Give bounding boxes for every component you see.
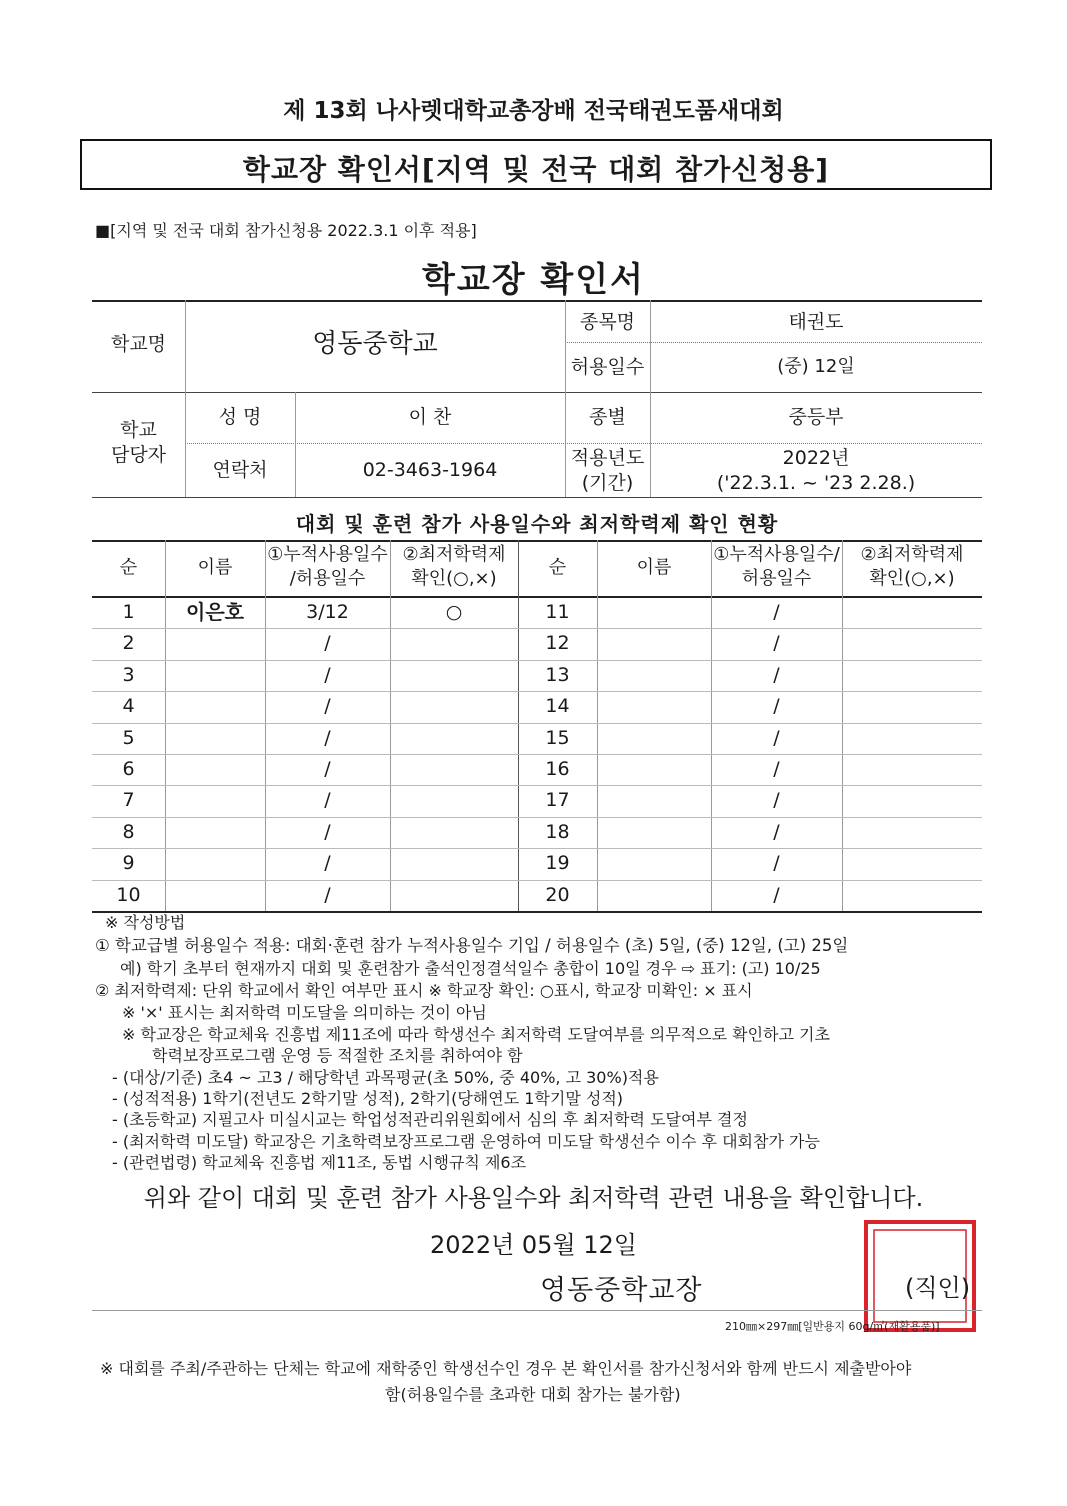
footer-divider [92,1310,982,1311]
row-14-name [597,691,711,722]
row-10-used: / [324,883,331,906]
row-14-check [842,691,982,722]
row-17-used: / [773,789,780,812]
header-check-line1: ②최저학력제 [402,544,506,565]
row-3-no: 3 [122,663,135,686]
note-below-minimum: - (최저학력 미도달) 학교장은 기초학력보장프로그램 운영하여 미도달 학생선수 이수 후 대회참가 가능 [112,1132,820,1151]
note-3: ※ '×' 표시는 최저학력 미도달을 의미하는 것이 아님 [122,1003,487,1022]
row-4-used: / [324,695,331,718]
row-4-check [390,691,518,722]
row-5-check [390,723,518,754]
note-elementary: - (초등학교) 지필고사 미실시교는 학업성적관리위원회에서 심의 후 최저학력 도달여부 결정 [112,1110,748,1129]
period-value: ('22.3.1. ~ '23 2.28.) [716,471,916,494]
days-label: 허용일수 [570,356,645,378]
row-19-no: 19 [545,852,570,875]
row-17-no: 17 [545,789,570,812]
header-check-right [842,543,982,592]
note-grades: - (성적적용) 1학기(전년도 2학기말 성적), 2학기(당해연도 1학기말 성적) [112,1089,624,1108]
division-value: 중등부 [788,406,844,428]
row-12-name [597,628,711,659]
confirm-text: 위와 같이 대회 및 훈련 참가 사용일수와 최저학력 관련 내용을 확인합니다. [143,1184,924,1212]
header-check [390,543,518,592]
row-3-used: / [324,663,331,686]
row-10-name [165,880,265,911]
status-bottom-border [92,911,982,913]
row-2-used: / [324,632,331,655]
row-15-no: 15 [545,726,570,749]
info-divider [185,443,982,444]
row-6-no: 6 [122,758,135,780]
row-12-no: 12 [545,632,570,655]
row-4-name [165,691,265,722]
row-9-no: 9 [122,852,135,875]
row-11-name [597,597,711,628]
row-11-no: 11 [545,601,570,623]
row-5-no: 5 [122,726,135,749]
contact-label-line1: 학교 [120,419,157,441]
contact-label [92,418,185,467]
row-1-check: ○ [445,601,463,623]
row-12-check [842,628,982,659]
row-20-no: 20 [545,883,570,906]
notes-heading: ※ 작성방법 [105,913,186,932]
division-label: 종별 [589,406,626,428]
principal-name: 영동중학교장 [540,1275,703,1306]
row-16-no: 16 [545,758,570,780]
doc-title: 학교장 확인서[지역 및 전국 대회 참가신청용] [242,153,830,186]
row-1-no: 1 [122,601,135,623]
row-8-check [390,817,518,848]
header-used-line1: ①누적사용일수 [267,544,388,565]
row-6-used: / [324,758,331,780]
row-8-used: / [324,820,331,843]
applies-note: ■[지역 및 전국 대회 참가신청용 2022.3.1 이후 적용] [95,221,477,240]
header-used-line2: /허용일수 [289,568,366,590]
row-16-name [597,754,711,785]
row-11-used: / [773,601,780,623]
note-2: ② 최저학력제: 단위 학교에서 확인 여부만 표시 ※ 학교장 확인: ○표시, 학교장 미확인: × 표시 [95,981,753,1000]
row-6-check [390,754,518,785]
row-17-check [842,785,982,816]
row-10-check [390,880,518,911]
row-2-check [390,628,518,659]
name-value: 이 찬 [408,406,452,428]
row-7-no: 7 [122,789,135,812]
header-check-right-line2: 확인(○,×) [869,568,955,590]
sport-label: 종목명 [579,311,636,333]
header-name: 이름 [197,557,233,578]
info-top-border [92,300,982,302]
row-13-used: / [773,663,780,686]
row-7-check [390,785,518,816]
note-target: - (대상/기준) 초4 ~ 고3 / 해당학년 과목평균(초 50%, 중 40%, 고 30%)적용 [112,1068,659,1087]
row-2-no: 2 [122,632,135,655]
row-18-used: / [773,820,780,843]
header-no: 순 [119,557,138,578]
paper-spec: 210㎜×297㎜[일반용지 60g/㎡(재활용품)] [725,1320,940,1333]
row-3-check [390,660,518,691]
row-9-check [390,848,518,879]
row-3-name [165,660,265,691]
row-15-name [597,723,711,754]
seal-label: (직인) [905,1274,971,1302]
row-14-no: 14 [545,695,570,718]
row-16-used: / [773,758,780,780]
row-1-used: 3/12 [306,601,349,623]
days-value: (중) 12일 [777,356,855,377]
row-12-used: / [773,632,780,655]
header-used-right-line2: 허용일수 [741,568,812,590]
event-title: 제 13회 나사렛대학교총장배 전국태권도품새대회 [283,98,784,124]
note-example: 예) 학기 초부터 현재까지 대회 및 훈련참가 출석인정결석일수 총합이 10일 경우 ⇨ 표기: (고) 10/25 [120,959,821,978]
status-heading: 대회 및 훈련 참가 사용일수와 최저학력제 확인 현황 [295,512,779,536]
row-5-name [165,723,265,754]
row-11-check [842,597,982,628]
year-label-line1: 적용년도 [570,447,645,469]
row-8-name [165,817,265,848]
note-4: ※ 학교장은 학교체육 진흥법 제11조에 따라 학생선수 최저학력 도달여부를 의무적으로 확인하고 기초 [122,1025,830,1044]
status-top-border [92,540,982,542]
header-name-right: 이름 [636,557,672,578]
row-13-no: 13 [545,663,570,686]
name-label: 성 명 [218,406,262,428]
row-19-name [597,848,711,879]
row-5-used: / [324,726,331,749]
row-20-check [842,880,982,911]
year-label-line2: (기간) [581,471,634,494]
row-4-no: 4 [122,695,135,718]
info-divider [565,342,982,343]
row-18-no: 18 [545,820,570,843]
row-13-name [597,660,711,691]
note-1: ① 학교급별 허용일수 적용: 대회·훈련 참가 누적사용일수 기입 / 허용일수 (초) 5일, (중) 12일, (고) 25일 [95,936,849,955]
row-20-name [597,880,711,911]
sport-value: 태권도 [788,311,844,333]
row-18-check [842,817,982,848]
row-7-used: / [324,789,331,812]
year-label [565,446,650,495]
note-4-cont: 학력보장프로그램 운영 등 적절한 조치를 취하여야 함 [152,1046,523,1065]
year-value-line1: 2022년 [782,447,850,469]
row-9-used: / [324,852,331,875]
phone-value: 02-3463-1964 [362,459,498,481]
row-18-name [597,817,711,848]
school-name: 영동중학교 [312,329,438,359]
header-no-right: 순 [548,557,567,578]
form-title: 학교장 확인서 [422,260,645,300]
row-15-used: / [773,726,780,749]
row-13-check [842,660,982,691]
row-19-used: / [773,852,780,875]
row-7-name [165,785,265,816]
header-check-line2: 확인(○,×) [411,568,497,590]
row-9-name [165,848,265,879]
row-19-check [842,848,982,879]
header-used-right [711,543,842,592]
year-value [650,446,982,495]
phone-label: 연락처 [212,459,268,481]
info-divider [92,497,982,498]
document-date: 2022년 05월 12일 [430,1231,637,1259]
row-16-check [842,754,982,785]
row-14-used: / [773,695,780,718]
row-20-used: / [773,883,780,906]
row-17-name [597,785,711,816]
contact-label-line2: 담당자 [110,443,167,466]
header-check-right-line1: ②최저학력제 [860,544,964,565]
bottom-note: ※ 대회를 주최/주관하는 단체는 학교에 재학중인 학생선수인 경우 본 확인서를 참가신청서와 함께 반드시 제출받아야 [100,1359,912,1378]
header-used-right-line1: ①누적사용일수/ [713,544,840,565]
bottom-note-cont: 함(허용일수를 초과한 대회 참가는 불가함) [385,1385,681,1404]
header-used [265,543,390,592]
note-law: - (관련법령) 학교체육 진흥법 제11조, 동법 시행규칙 제6조 [112,1153,527,1172]
row-2-name [165,628,265,659]
row-15-check [842,723,982,754]
row-6-name [165,754,265,785]
row-1-name: 이은호 [186,600,244,624]
school-label: 학교명 [110,333,167,355]
info-divider [92,392,982,393]
row-10-no: 10 [116,883,141,906]
row-8-no: 8 [122,820,135,843]
